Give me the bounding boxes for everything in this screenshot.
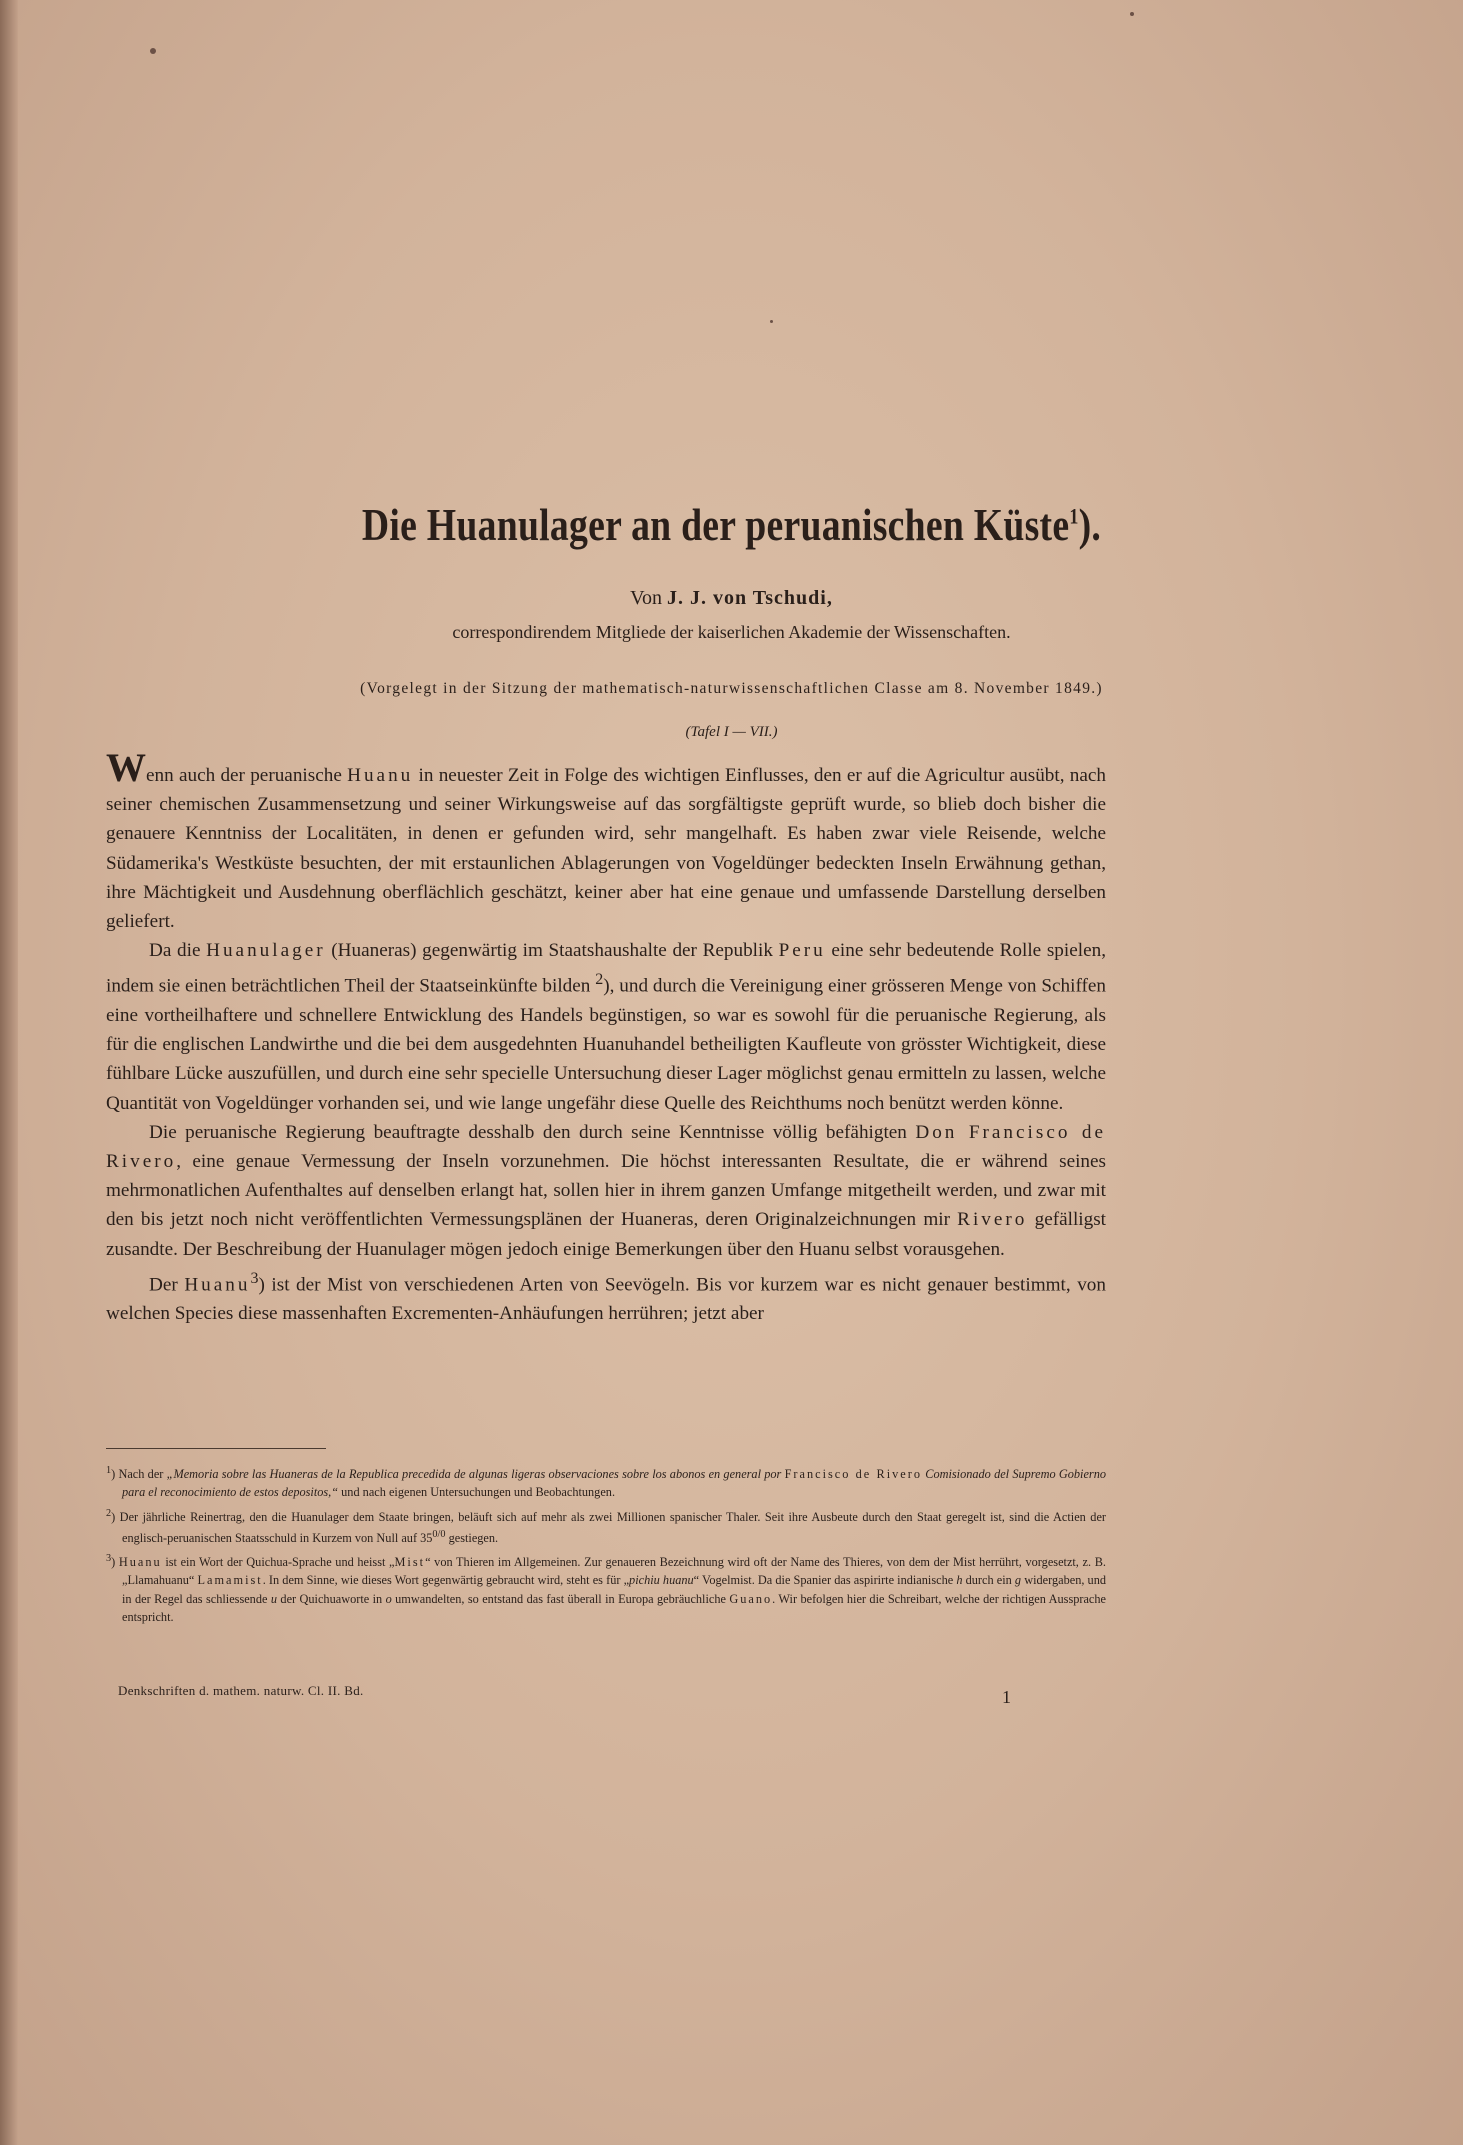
footnote-ref-3: 3 [250,1269,259,1287]
title-footnote-mark: 1 [1069,503,1079,529]
ink-spot [770,320,773,323]
series-signature: Denkschriften d. mathem. naturw. Cl. II. Bd. [118,1683,364,1698]
author-prefix: Von [630,587,662,609]
author-line [0,587,1463,610]
presentation-note: (Vorgelegt in der Sitzung der mathematisch-naturwissenschaftlichen Classe am 8. November 1849.) [360,680,1103,697]
footnote-ref-2: 2 [595,971,604,989]
footnote-2: $^2$) Der jährliche Reinertrag, den die Huanulager dem Staate bringen, beläuft sich auf mehr als zwei Millionen spanischer Thaler. Seit ihre Ausbeute durch den Staat geregelt ist, sind die Actien der englisch-peruanischen Staatsschuld in Kurzem von Null auf $35^{0/0}$ gestiegen. [106,1507,1106,1545]
plate-reference: (Tafel I — VII.) [685,724,778,740]
paragraph-2: Da die Huanulager (Huaneras) gegenwärtig im Staatshaushalte der Republik Peru eine sehr bedeutende Rolle spielen, indem sie einen beträchtlichen Theil der Staatseinkünfte bilden $^2$), und durch die Vereinigung einer grösseren Menge von Schiffen eine vortheilhaftere und schnellere Entwicklung des Handels begünstigen, so war es sowohl für die peruanische Regierung, als für die englischen Landwirthe und die bei dem ausgedehnten Huanuhandel betheiligten Kaufleute von grösster Wichtigkeit, diese fühlbare Lücke auszufüllen, und durch eine sehr specielle Untersuchung dieser Lager möglichst genau ermitteln zu lassen, welche Quantität von Vogeldünger vorhanden sei, und wie lange ungefähr diese Quelle des Reichthums noch benützt werden könne. [106,940,1106,1114]
article-title: Die Huanulager an der peruanischen Küste$^1$). [361,499,1102,550]
body-text [106,745,1106,1329]
drop-cap: W [106,745,146,790]
footnote-1: $^1$) Nach der „Memoria sobre las Huaneras de la Republica precedida de algunas ligeras observaciones sobre los abonos en general por Francisco de Rivero Comisionado del Supremo Gobierno para el reconocimiento de estos depositos,“ und nach eigenen Untersuchungen und Beobachtungen. [106,1465,1106,1500]
paragraph-1: Wenn auch der peruanische Huanu in neuester Zeit in Folge des wichtigen Einflusses, den er auf die Agricultur ausübt, nach seiner chemischen Zusammensetzung und seiner Wirkungsweise auf das sorgfältigste geprüft wurde, so blieb doch bisher die genauere Kenntniss der Localitäten, in denen er gefunden wird, sehr mangelhaft. Es haben zwar viele Reisende, welche Südamerika's Westküste besuchten, der mit erstaunlichen Ablagerungen von Vogeldünger bedeckten Inseln Erwähnung gethan, ihre Mächtigkeit und Ausdehnung oberflächlich geschätzt, keiner aber hat eine genaue und umfassende Darstellung derselben geliefert. [106,745,1106,933]
paragraph-3: Die peruanische Regierung beauftragte desshalb den durch seine Kenntnisse völlig befähigten Don Francisco de Rivero, eine genaue Vermessung der Inseln vorzunehmen. Die höchst interessanten Resultate, die er während seines mehrmonatlichen Aufenthaltes auf denselben erlangt hat, sollen hier in ihrem ganzen Umfange mitgetheilt werden, und zwar mit den bis jetzt noch nicht veröffentlichten Vermessungsplänen der Huaneras, deren Originalzeichnungen mir Rivero gefälligst zusandte. Der Beschreibung der Huanulager mögen jedoch einige Bemerkungen über den Huanu selbst vorausgehen. [106,1121,1106,1260]
footnote-3: $^3$) Huanu ist ein Wort der Quichua-Sprache und heisst „Mist“ von Thieren im Allgemeinen. Zur genaueren Bezeichnung wird oft der Name des Thieres, von dem der Mist herrührt, vorgesetzt, z. B. „Llamahuanu“ Lamamist. In dem Sinne, wie dieses Wort gegenwärtig gebraucht wird, steht es für „pichiu huanu“ Vogelmist. Da die Spanier das aspirirte indianische h durch ein g widergaben, und in der Regel das schliessende u der Quichuaworte in o umwandelten, so entstand das fast überall in Europa gebräuchliche Guano. Wir befolgen hier die Schreibart, welche der richtigen Aussprache entspricht. [106,1553,1107,1624]
paragraph-4: Der Huanu$^3$) ist der Mist von verschiedenen Arten von Seevögeln. Bis vor kurzem war es nicht genauer bestimmt, von welchen Species diese massenhaften Excrementen-Anhäufungen herrühren; jetzt aber [106,1269,1106,1325]
page-edge-shadow [0,0,18,2145]
author-affiliation: correspondirendem Mitgliede der kaiserlichen Akademie der Wissenschaften. [452,622,1011,642]
ink-spot [150,48,156,54]
ink-spot [1130,12,1134,16]
page-number: 1 [1002,1687,1011,1707]
author-name: J. J. von Tschudi, [667,587,833,609]
footnote-divider [106,1448,326,1449]
footnotes [106,1462,1106,1629]
